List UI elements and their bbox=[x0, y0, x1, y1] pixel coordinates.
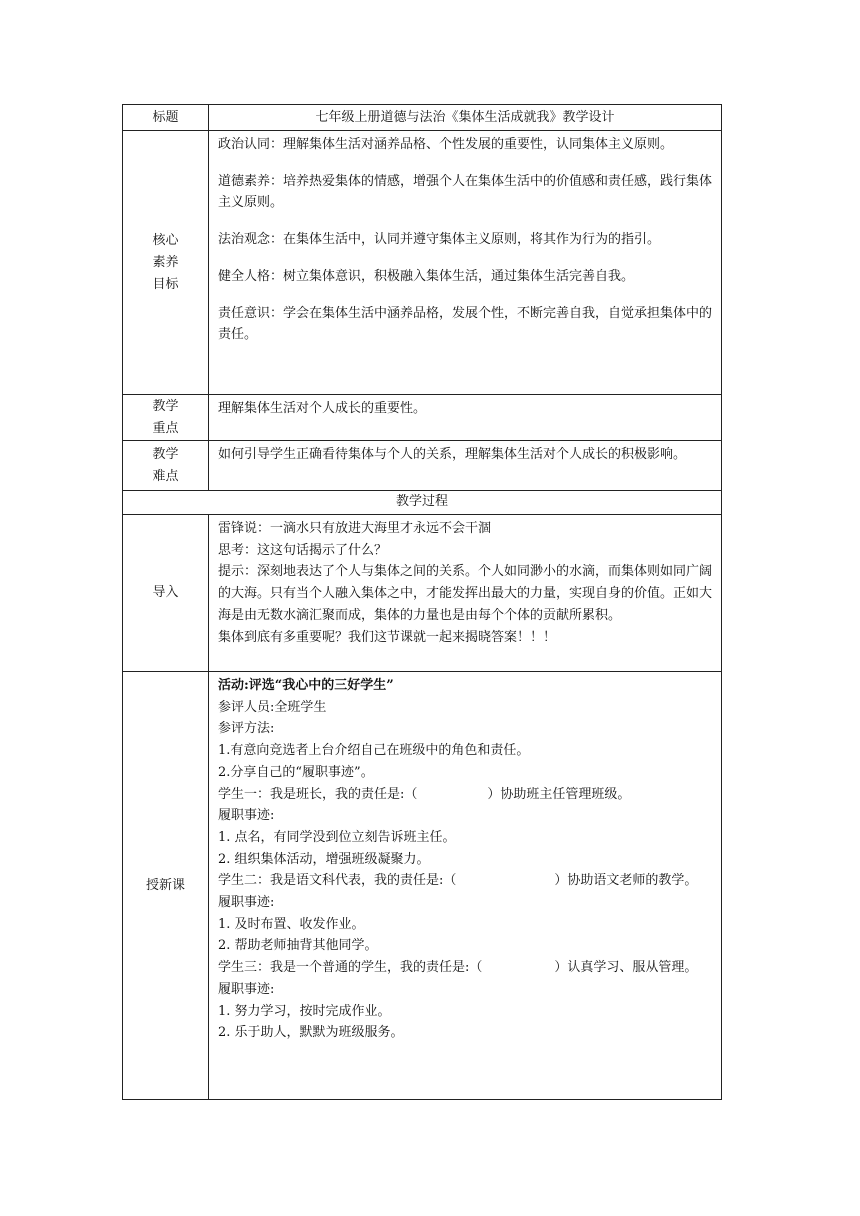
label-line: 核心 bbox=[152, 232, 179, 248]
deeds-label: 履职事迹: bbox=[218, 895, 275, 911]
student-statement bbox=[218, 957, 715, 979]
core-literacy-content bbox=[209, 131, 722, 395]
deed-item: 2. 组织集体活动，增强班级凝聚力。 bbox=[218, 851, 430, 867]
process-header: 教学过程 bbox=[123, 491, 722, 515]
label-line: 难点 bbox=[152, 468, 179, 484]
core-literacy-row bbox=[123, 131, 722, 395]
new-lesson-content bbox=[209, 672, 722, 1100]
difficult-point-row bbox=[123, 441, 722, 491]
deed-item: 2. 帮助老师抽背其他同学。 bbox=[218, 938, 378, 954]
statement-text: 学生二：我是语文科代表，我的责任是:（ bbox=[218, 873, 457, 889]
statement-text: ）认真学习、服从管理。 bbox=[554, 960, 698, 976]
title-label: 标题 bbox=[123, 105, 209, 131]
intro-label: 导入 bbox=[123, 515, 209, 672]
literacy-item: 政治认同：理解集体生活对涵养品格、个性发展的重要性，认同集体主义原则。 bbox=[218, 137, 674, 152]
participants: 参评人员:全班学生 bbox=[218, 699, 327, 715]
key-point-row bbox=[123, 395, 722, 441]
label-line: 教学 bbox=[152, 446, 179, 462]
difficult-point-text: 如何引导学生正确看待集体与个人的关系，理解集体生活对个人成长的积极影响。 bbox=[209, 441, 722, 491]
literacy-item: 责任意识：学会在集体生活中涵养品格，发展个性，不断完善自我，自觉承担集体中的责任。 bbox=[218, 305, 713, 343]
method-item: 2.分享自己的“履职事迹”。 bbox=[218, 764, 374, 780]
key-point-label bbox=[123, 395, 209, 441]
statement-text: 学生三：我是一个普通的学生，我的责任是:（ bbox=[218, 960, 483, 976]
literacy-item: 道德素养：培养热爱集体的情感，增强个人在集体生活中的价值感和责任感，践行集体主义原则。 bbox=[218, 173, 713, 211]
activity-title: 活动:评选“我心中的三好学生” bbox=[218, 678, 394, 693]
document-title: 七年级上册道德与法治《集体生活成就我》教学设计 bbox=[209, 105, 722, 131]
deeds-label: 履职事迹: bbox=[218, 981, 275, 997]
lesson-plan-table bbox=[122, 104, 722, 1100]
process-header-row bbox=[123, 491, 722, 515]
difficult-point-label bbox=[123, 441, 209, 491]
student-statement bbox=[218, 784, 715, 806]
deed-item: 1. 及时布置、收发作业。 bbox=[218, 916, 365, 932]
statement-text: 学生一：我是班长，我的责任是:（ bbox=[218, 786, 418, 802]
method-label: 参评方法: bbox=[218, 721, 275, 737]
label-line: 重点 bbox=[152, 420, 179, 436]
deed-item: 1. 努力学习，按时完成作业。 bbox=[218, 1003, 391, 1019]
deed-item: 1. 点名，有同学没到位立刻告诉班主任。 bbox=[218, 829, 456, 845]
new-lesson-label: 授新课 bbox=[123, 672, 209, 1100]
student-statement bbox=[218, 870, 715, 892]
title-row bbox=[123, 105, 722, 131]
intro-line: 雷锋说：一滴水只有放进大海里才永远不会干涸 bbox=[218, 521, 492, 536]
new-lesson-row bbox=[123, 672, 722, 1100]
intro-line: 提示：深刻地表达了个人与集体之间的关系。个人如同渺小的水滴，而集体则如同广阔的大海。只有当个人融入集体之中，才能发挥出最大的力量，实现自身的价值。正如大海是由无数水滴汇聚而成，集体的力量也是由每个个体的贡献所累积。 bbox=[218, 564, 713, 623]
statement-text: ）协助班主任管理班级。 bbox=[487, 786, 631, 802]
core-literacy-label bbox=[123, 131, 209, 395]
intro-content bbox=[209, 515, 722, 672]
deed-item: 2. 乐于助人，默默为班级服务。 bbox=[218, 1025, 404, 1041]
literacy-item: 健全人格：树立集体意识，积极融入集体生活，通过集体生活完善自我。 bbox=[218, 268, 635, 284]
label-line: 教学 bbox=[152, 398, 179, 414]
label-line: 目标 bbox=[152, 276, 179, 292]
literacy-item: 法治观念：在集体生活中，认同并遵守集体主义原则，将其作为行为的指引。 bbox=[218, 232, 661, 248]
intro-line: 集体到底有多重要呢？我们这节课就一起来揭晓答案！！！ bbox=[218, 629, 557, 645]
label-line: 素养 bbox=[152, 254, 179, 270]
intro-row bbox=[123, 515, 722, 672]
deeds-label: 履职事迹: bbox=[218, 808, 275, 824]
intro-line: 思考：这这句话揭示了什么？ bbox=[218, 542, 388, 558]
key-point-text: 理解集体生活对个人成长的重要性。 bbox=[209, 395, 722, 441]
method-item: 1.有意向竞选者上台介绍自己在班级中的角色和责任。 bbox=[218, 743, 530, 759]
statement-text: ）协助语文老师的教学。 bbox=[554, 873, 698, 889]
